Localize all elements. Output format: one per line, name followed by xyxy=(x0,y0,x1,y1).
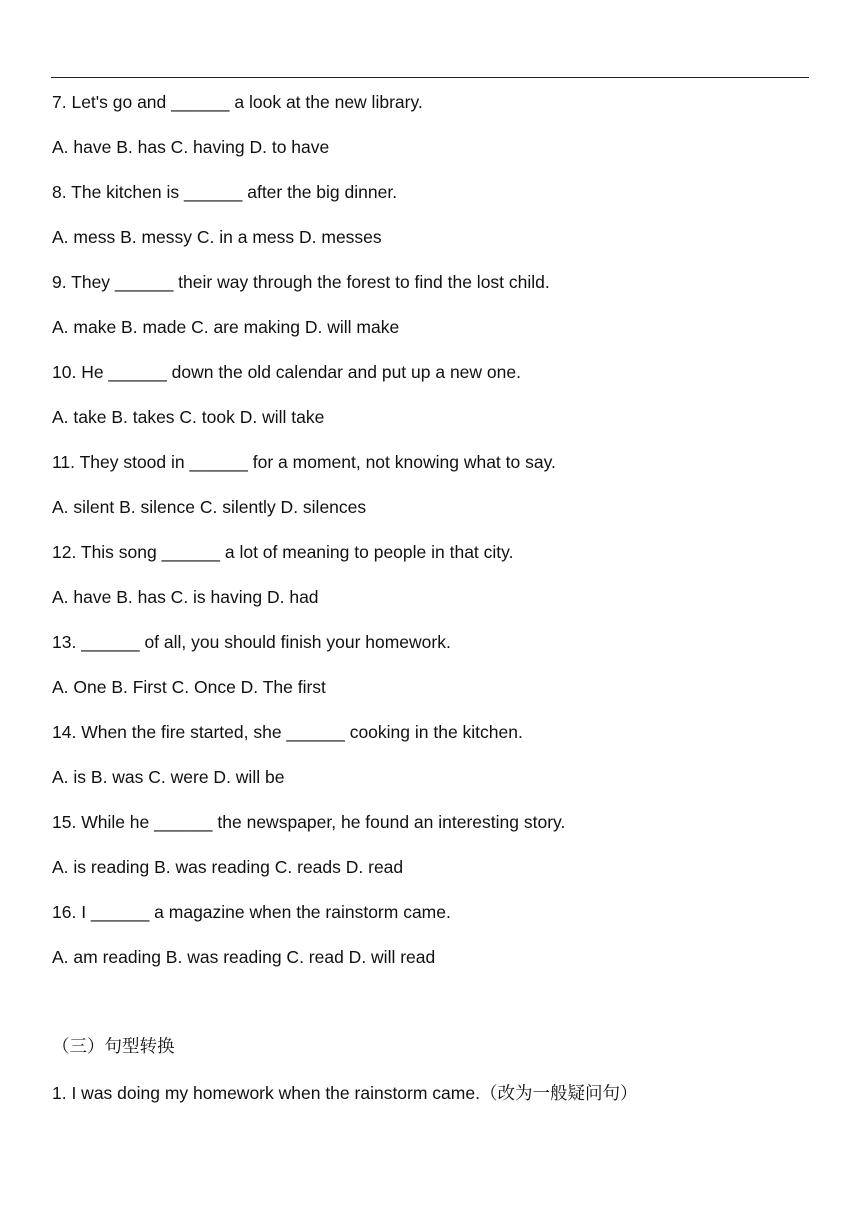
question-options-13: A. One B. First C. Once D. The first xyxy=(52,677,326,697)
question-stem-10: 10. He ______ down the old calendar and put up a new one. xyxy=(52,362,521,382)
question-stem-9: 9. They ______ their way through the forest to find the lost child. xyxy=(52,272,550,292)
header-rule xyxy=(51,77,809,78)
question-options-7: A. have B. has C. having D. to have xyxy=(52,137,330,157)
question-options-11: A. silent B. silence C. silently D. silences xyxy=(52,497,367,517)
question-stem-8: 8. The kitchen is ______ after the big dinner. xyxy=(52,182,398,202)
question-list xyxy=(52,90,822,990)
question-options-8: A. mess B. messy C. in a mess D. messes xyxy=(52,227,382,247)
question-options-15: A. is reading B. was reading C. reads D. read xyxy=(52,857,404,877)
question-options-10: A. take B. takes C. took D. will take xyxy=(52,407,325,427)
transform-question-text: 1. I was doing my homework when the rainstorm came. xyxy=(52,1083,480,1103)
transform-question-instruction: （改为一般疑问句） xyxy=(479,1084,638,1104)
question-stem-14: 14. When the fire started, she ______ cooking in the kitchen. xyxy=(52,722,523,742)
question-stem-11: 11. They stood in ______ for a moment, not knowing what to say. xyxy=(52,452,556,472)
question-options-12: A. have B. has C. is having D. had xyxy=(52,587,319,607)
question-stem-13: 13. ______ of all, you should finish your homework. xyxy=(52,632,451,652)
question-stem-16: 16. I ______ a magazine when the rainstorm came. xyxy=(52,902,451,922)
question-stem-7: 7. Let's go and ______ a look at the new library. xyxy=(52,92,423,112)
transform-question-1 xyxy=(52,1081,637,1106)
section-title: （三）句型转换 xyxy=(52,1037,175,1057)
question-options-14: A. is B. was C. were D. will be xyxy=(52,767,285,787)
question-options-16: A. am reading B. was reading C. read D. will read xyxy=(52,947,436,967)
question-options-9: A. make B. made C. are making D. will make xyxy=(52,317,400,337)
question-stem-15: 15. While he ______ the newspaper, he found an interesting story. xyxy=(52,812,566,832)
question-stem-12: 12. This song ______ a lot of meaning to people in that city. xyxy=(52,542,514,562)
